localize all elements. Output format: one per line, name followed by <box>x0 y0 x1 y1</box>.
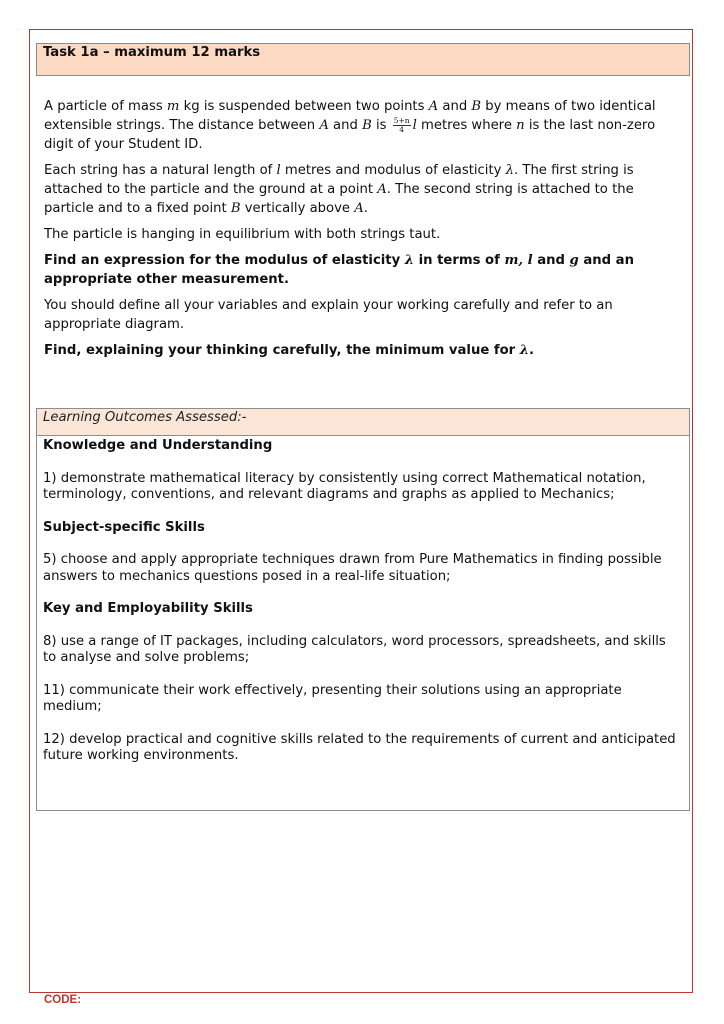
text: . <box>529 343 535 358</box>
text: . The first string is attached to the particle and the ground at a point <box>44 163 634 197</box>
text: . <box>363 201 368 216</box>
text: metres and modulus of elasticity <box>280 163 506 178</box>
point-b: B <box>230 201 241 216</box>
section-heading: Subject-specific Skills <box>43 519 205 535</box>
text: and <box>532 253 570 268</box>
text: by means of two identical extensible strings. The distance between <box>44 99 656 133</box>
task-paragraph-2 <box>44 161 672 218</box>
task-paragraph-1 <box>44 97 672 154</box>
outcome-item: 11) communicate their work effectively, presenting their solutions using an appropriate medium; <box>43 682 622 714</box>
text: metres where <box>416 118 517 133</box>
task-paragraph-6 <box>44 341 672 360</box>
mass-length-variables: m, l <box>504 253 533 268</box>
text: is <box>371 118 391 133</box>
length-variable: l <box>276 163 281 178</box>
lambda-symbol: λ <box>404 253 415 268</box>
length-variable: l <box>412 118 417 133</box>
section-heading: Key and Employability Skills <box>43 601 253 616</box>
task-paragraph-3: The particle is hanging in equilibrium with both strings taut. <box>44 227 441 242</box>
mass-variable: m <box>166 99 180 114</box>
outcome-item: 1) demonstrate mathematical literacy by consistently using correct Mathematical notation, terminology, conventions, and relevant diagrams and graphs as applied to Mechanics; <box>43 470 646 502</box>
outcome-item: 12) develop practical and cognitive skills related to the requirements of current and anticipated future working environments. <box>43 731 676 763</box>
text: Each string has a natural length of <box>44 163 277 178</box>
text: in terms of <box>414 253 505 268</box>
point-b: B <box>362 118 372 133</box>
section-heading: Knowledge and Understanding <box>43 438 273 453</box>
learning-outcomes-content <box>37 436 689 765</box>
point-a: A <box>319 118 329 133</box>
point-a: A <box>354 201 364 216</box>
lambda-symbol: λ <box>505 163 514 178</box>
text: Find an expression for the modulus of elasticity <box>44 253 405 268</box>
learning-outcomes-box <box>36 408 690 811</box>
text: Find, explaining your thinking carefully, the minimum value for <box>44 343 520 358</box>
point-a: A <box>428 99 439 114</box>
task-description <box>44 97 672 367</box>
text: vertically above <box>240 201 355 216</box>
text: A particle of mass <box>44 99 167 114</box>
text: and <box>328 118 363 133</box>
fraction-denominator: 4 <box>399 124 405 134</box>
text: . The second string is attached to the particle and to a fixed point <box>44 182 634 216</box>
text: kg is suspended between two points <box>179 99 429 114</box>
point-a: A <box>377 182 387 197</box>
task-title: Task 1a – maximum 12 marks <box>36 43 690 76</box>
task-paragraph-5: You should define all your variables and explain your working carefully and refer to an appropriate diagram. <box>44 298 613 332</box>
point-b: B <box>471 99 482 114</box>
task-paragraph-4 <box>44 251 672 289</box>
text: is the last non-zero digit of your Student ID. <box>44 118 656 152</box>
n-variable: n <box>516 118 525 133</box>
text: and <box>438 99 472 114</box>
gravity-variable: g <box>569 253 579 268</box>
fraction-numerator: 5+n <box>393 115 410 125</box>
text: and an appropriate other measurement. <box>44 253 634 287</box>
lambda-symbol: λ <box>519 343 530 358</box>
outcome-item: 8) use a range of IT packages, including calculators, word processors, spreadsheets, and skills to analyse and solve problems; <box>43 633 666 665</box>
code-label: CODE: <box>44 994 82 1006</box>
distance-fraction <box>393 117 411 134</box>
outcome-item: 5) choose and apply appropriate techniques drawn from Pure Mathematics in finding possible answers to mechanics questions posed in a real-life situation; <box>43 552 662 584</box>
learning-outcomes-header: Learning Outcomes Assessed:- <box>37 409 689 436</box>
